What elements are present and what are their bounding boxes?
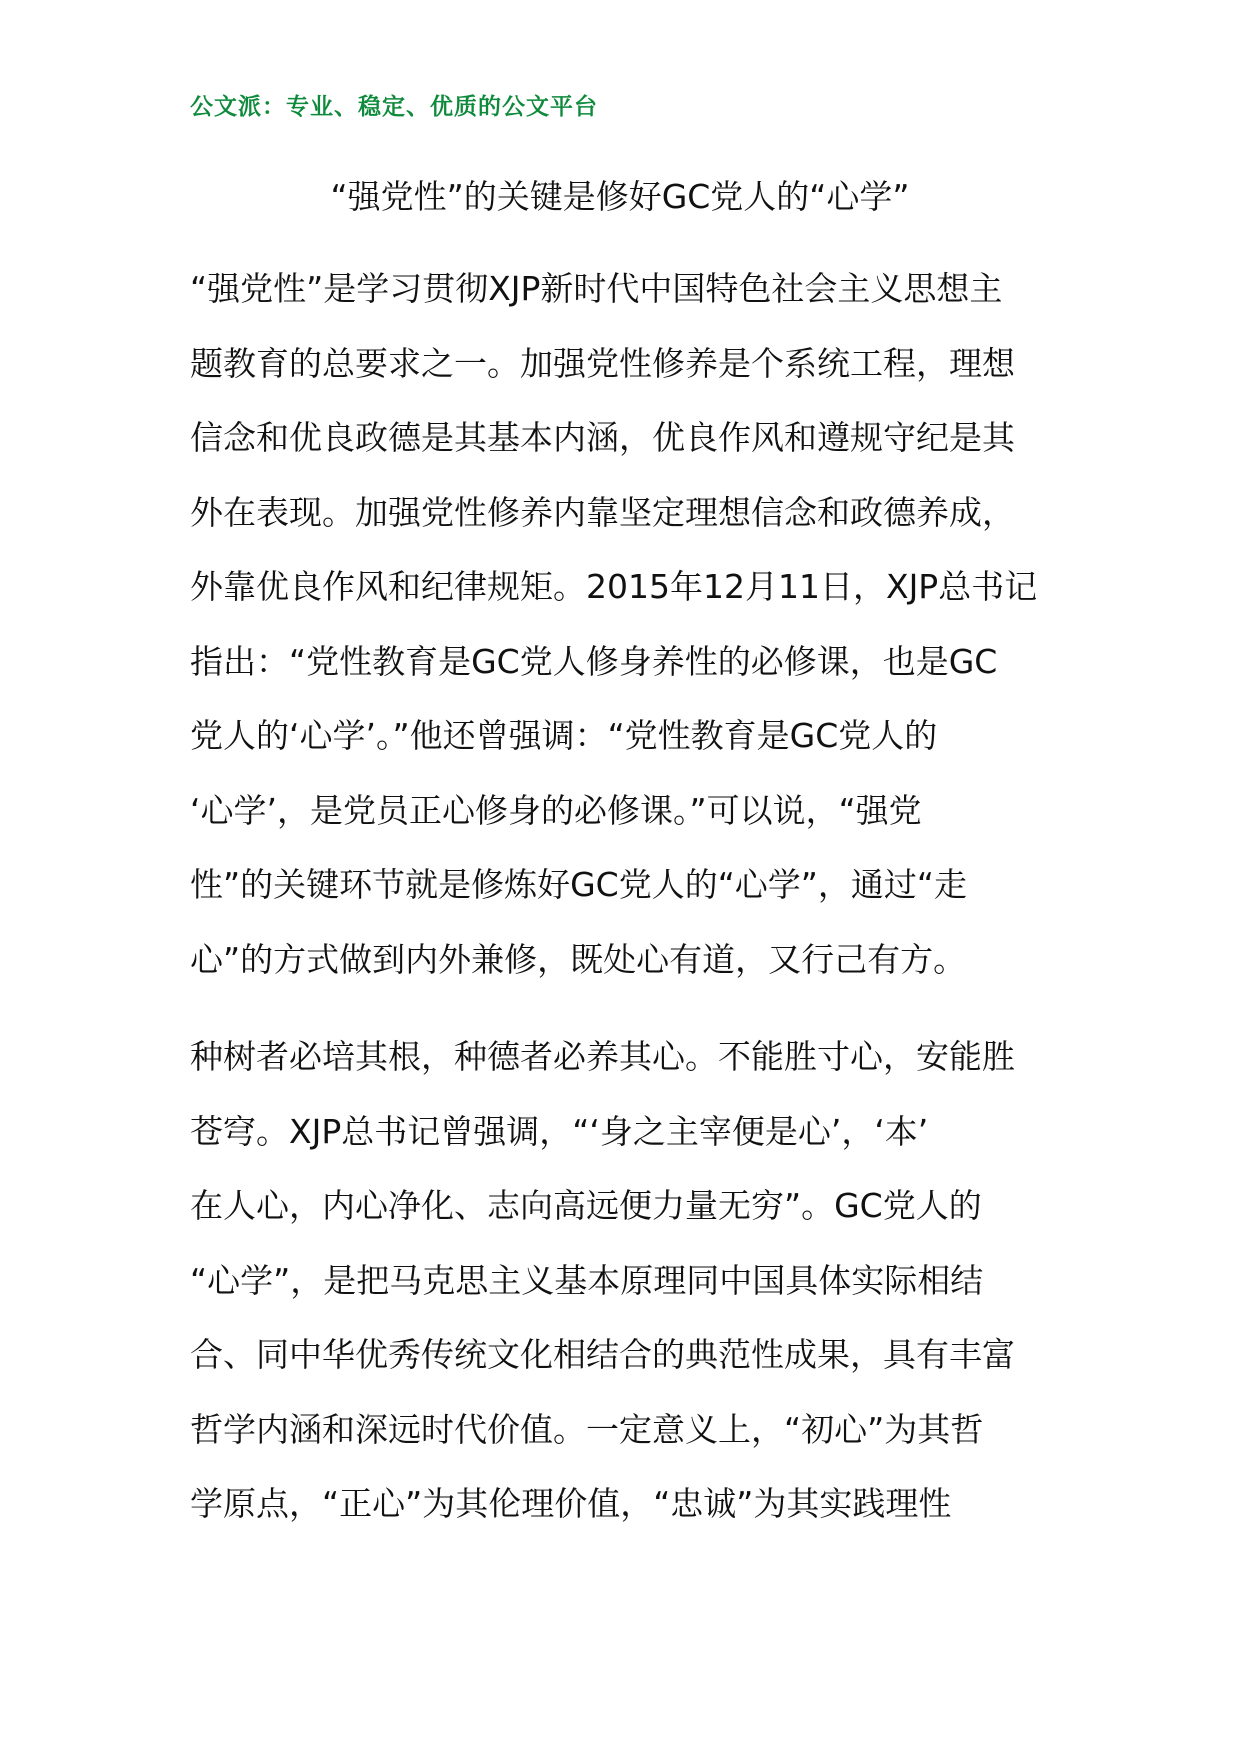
paragraph-line: 种树者必培其根，种德者必养其心。不能胜寸心，安能胜 bbox=[190, 1037, 1015, 1076]
paragraph-line: 指出：“党性教育是GC党人修身养性的必修课，也是GC bbox=[190, 641, 998, 681]
paragraph-2 bbox=[190, 1020, 1060, 1542]
paragraph-line: 苍穹。XJP总书记曾强调，“‘身之主宰便是心’，‘本’ bbox=[190, 1111, 929, 1151]
paragraph-line: 性”的关键环节就是修炼好GC党人的“心学”，通过“走 bbox=[190, 865, 967, 904]
document-title: “强党性”的关键是修好GC党人的“心学” bbox=[330, 177, 910, 216]
header-banner: 公文派：专业、稳定、优质的公文平台 bbox=[190, 94, 598, 120]
paragraph-line: 学原点，“正心”为其伦理价值，“忠诚”为其实践理性 bbox=[190, 1484, 952, 1523]
paragraph-line: 信念和优良政德是其基本内涵，优良作风和遵规守纪是其 bbox=[190, 418, 1015, 457]
paragraph-line: 合、同中华优秀传统文化相结合的典范性成果，具有丰富 bbox=[190, 1335, 1015, 1374]
paragraph-line: 外在表现。加强党性修养内靠坚定理想信念和政德养成， bbox=[190, 492, 1015, 532]
paragraph-line: 外靠优良作风和纪律规矩。2015年12月11日，XJP总书记 bbox=[190, 567, 1038, 606]
paragraph-line: 心”的方式做到内外兼修，既处心有道，又行己有方。 bbox=[190, 939, 967, 979]
paragraph-line: 在人心，内心净化、志向高远便力量无穷”。GC党人的 bbox=[190, 1186, 982, 1225]
paragraph-line: “心学”，是把马克思主义基本原理同中国具体实际相结 bbox=[190, 1260, 984, 1300]
paragraph-line: 党人的‘心学’。”他还曾强调：“党性教育是GC党人的 bbox=[190, 716, 938, 755]
paragraph-line: 题教育的总要求之一。加强党性修养是个系统工程，理想 bbox=[190, 343, 1015, 383]
paragraph-line: ‘心学’，是党员正心修身的必修课。”可以说，“强党 bbox=[190, 790, 922, 830]
paragraph-1 bbox=[190, 252, 1060, 997]
paragraph-line: “强党性”是学习贯彻XJP新时代中国特色社会主义思想主 bbox=[190, 269, 1003, 308]
paragraph-line: 哲学内涵和深远时代价值。一定意义上，“初心”为其哲 bbox=[190, 1409, 984, 1449]
